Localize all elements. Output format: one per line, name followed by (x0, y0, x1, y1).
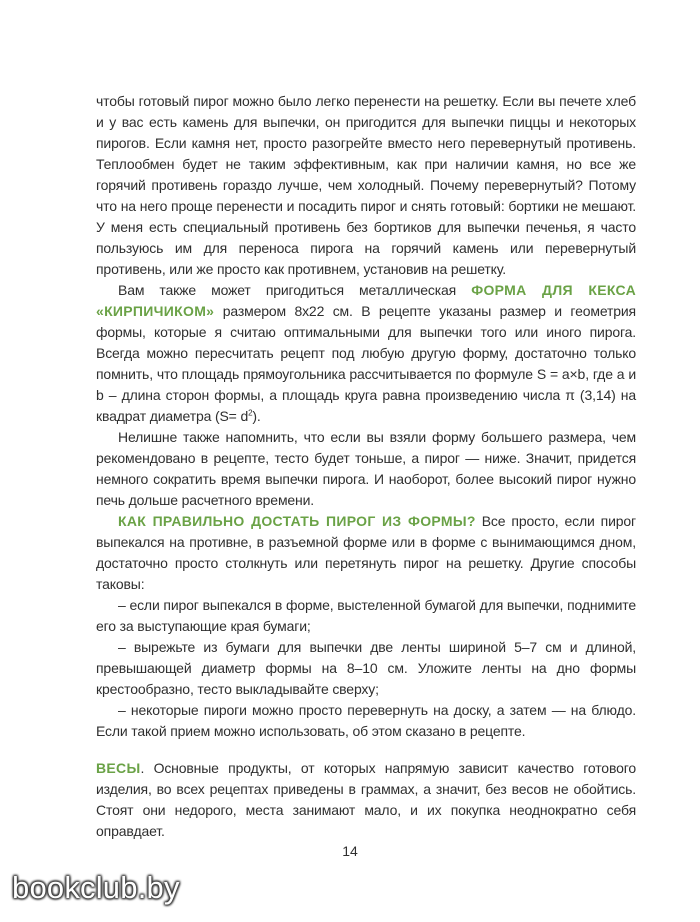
list-item: – вырежьте из бумаги для выпечки две ленты шириной 5–7 см и длиной, превышающей диаметр формы на 8–10 см. Уложите ленты на дно формы крестообразно, тесто выкладывайте сверху; (96, 639, 636, 697)
watermark: bookclub.by (12, 870, 180, 905)
term-scales: ВЕСЫ (96, 760, 141, 776)
paragraph-text: Все просто, если пирог выпекался на противне, в разъемной форме или в форме с вынимающимся дном, достаточно просто столкнуть или перетянуть пирог на решетку. Другие способы таковы: (96, 513, 636, 592)
page-body (96, 91, 636, 842)
page-number: 14 (342, 843, 358, 859)
list-item: – если пирог выпекался в форме, выстеленной бумагой для выпечки, поднимите его за выступающие края бумаги; (96, 597, 636, 634)
term-remove-pie: КАК ПРАВИЛЬНО ДОСТАТЬ ПИРОГ ИЗ ФОРМЫ? (118, 513, 476, 529)
paragraph-loaf-pan (96, 280, 636, 427)
paragraph-scales (96, 758, 636, 842)
term-loaf-pan: ФОРМА ДЛЯ КЕКСА «КИРПИЧИКОМ» (96, 282, 636, 319)
paragraph-text: Вам также может пригодиться металлическая (118, 282, 472, 298)
paragraph-pan-size: Нелишне также напомнить, что если вы взяли форму большего размера, чем рекомендовано в рецепте, тесто будет тоньше, а пирог — ниже. Значит, придется немного сократить время выпечки пирога. И наоборот, более высокий пирог нужно печь дольше расчетного времени. (96, 429, 636, 508)
paragraph-remove-pie (96, 511, 636, 595)
paragraph-text: ). (252, 408, 261, 424)
superscript: 2 (248, 408, 253, 418)
paragraph-text: размером 8х22 см. В рецепте указаны размер и геометрия формы, которые я считаю оптимальными для выпечки того или иного пирога. Всегда можно пересчитать рецепт под любую другую форму, достаточно только помнить, что площадь прямоугольника рассчитывается по формуле S = a×b, где a и b – длина сторон формы, а площадь круга равна произведению числа π (3,14) на квадрат диаметра (S= d (96, 303, 636, 424)
paragraph-baking-stone: чтобы готовый пирог можно было легко перенести на решетку. Если вы печете хлеб и у вас есть камень для выпечки, он пригодится для выпечки пиццы и некоторых пирогов. Если камня нет, просто разогрейте вместо него перевернутый противень. Теплообмен будет не таким эффективным, как при наличии камня, но все же горячий противень гораздо лучше, чем холодный. Почему перевернутый? Потому что на него проще перенести и посадить пирог и снять готовый: бортики не мешают. У меня есть специальный противень без бортиков для выпечки печенья, я часто пользуюсь им для переноса пирога на горячий камень или перевернутый противень, или же просто как противнем, установив на решетку. (96, 93, 636, 277)
list-item: – некоторые пироги можно просто перевернуть на доску, а затем — на блюдо. Если такой прием можно использовать, об этом сказано в рецепте. (96, 702, 636, 739)
paragraph-text: . Основные продукты, от которых напрямую зависит качество готового изделия, во всех рецептах приведены в граммах, а значит, без весов не обойтись. Стоят они недорого, места занимают мало, и их покупка неоднократно себя оправдает. (96, 760, 636, 839)
